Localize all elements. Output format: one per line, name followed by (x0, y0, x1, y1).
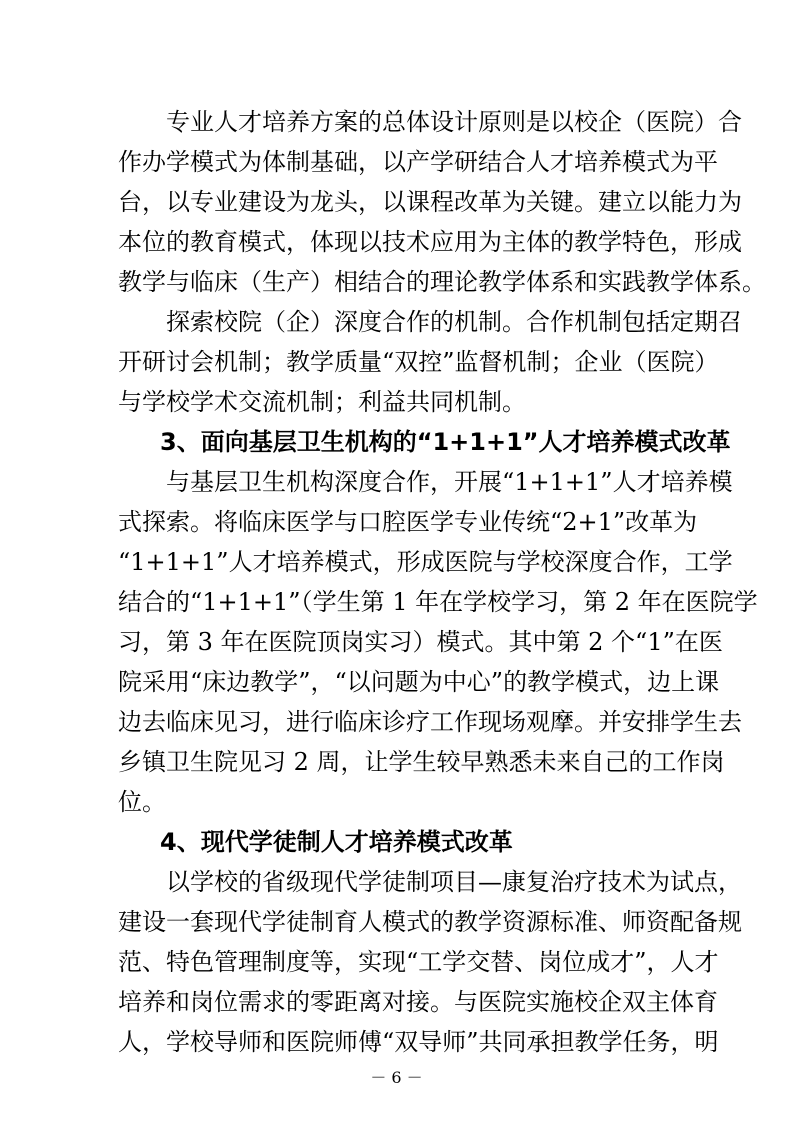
paragraph-line (0, 302, 793, 342)
paragraph-line (0, 942, 793, 982)
text-line: 边去临床见习，进行临床诊疗工作现场观摩。并安排学生去 (118, 708, 742, 736)
text-line: 教学与临床（生产）相结合的理论教学体系和实践教学体系。 (118, 268, 766, 296)
text-line: 建设一套现代学徒制育人模式的教学资源标准、师资配备规 (118, 908, 742, 936)
text-line: 范、特色管理制度等，实现“工学交替、岗位成才”，人才 (118, 948, 719, 976)
text-line: 作办学模式为体制基础，以产学研结合人才培养模式为平 (118, 148, 718, 176)
text-line: 与基层卫生机构深度合作，开展“1+1+1”人才培养模 (166, 468, 733, 496)
paragraph-line (0, 582, 793, 622)
paragraph-line (0, 262, 793, 302)
text-line: 培养和岗位需求的零距离对接。与医院实施校企双主体育 (118, 988, 718, 1016)
paragraph-line (0, 662, 793, 702)
page-number: － 6 － (370, 1068, 423, 1087)
text-line: 开研讨会机制；教学质量“双控”监督机制；企业（医院） (118, 348, 719, 376)
paragraph-line (0, 702, 793, 742)
paragraph-line (0, 742, 793, 782)
paragraph-line (0, 342, 793, 382)
paragraph-line (0, 462, 793, 502)
paragraph-line (0, 542, 793, 582)
text-line: 乡镇卫生院见习 2 周，让学生较早熟悉未来自己的工作岗 (118, 748, 725, 776)
paragraph-line (0, 502, 793, 542)
paragraph-line (0, 1022, 793, 1062)
heading-text: 3、面向基层卫生机构的“1+1+1”人才培养模式改革 (160, 428, 731, 456)
text-line: 专业人才培养方案的总体设计原则是以校企（医院）合 (166, 108, 742, 136)
text-line: 探索校院（企）深度合作的机制。合作机制包括定期召 (166, 308, 742, 336)
section-heading-4 (0, 822, 793, 862)
text-line: 式探索。将临床医学与口腔医学专业传统“2+1”改革为 (118, 508, 698, 536)
paragraph-line (0, 382, 793, 422)
text-line: “1+1+1”人才培养模式，形成医院与学校深度合作，工学 (118, 548, 733, 576)
paragraph-line (0, 622, 793, 662)
text-line: 本位的教育模式，体现以技术应用为主体的教学特色，形成 (118, 228, 742, 256)
paragraph-line (0, 862, 793, 902)
text-line: 以学校的省级现代学徒制项目—康复治疗技术为试点， (166, 868, 742, 896)
paragraph-line (0, 142, 793, 182)
paragraph-line (0, 782, 793, 822)
section-heading-3 (0, 422, 793, 462)
paragraph-line (0, 222, 793, 262)
text-line: 人，学校导师和医院师傅“双导师”共同承担教学任务，明 (118, 1028, 719, 1056)
heading-text: 4、现代学徒制人才培养模式改革 (160, 828, 513, 856)
text-line: 习，第 3 年在医院顶岗实习）模式。其中第 2 个“1”在医 (118, 628, 723, 656)
text-line: 台，以专业建设为龙头，以课程改革为关键。建立以能力为 (118, 188, 742, 216)
paragraph-line (0, 902, 793, 942)
text-line: 院采用“床边教学”，“以问题为中心”的教学模式，边上课 (118, 668, 720, 696)
paragraph-line (0, 982, 793, 1022)
paragraph-line (0, 182, 793, 222)
paragraph-line (0, 102, 793, 142)
text-line: 与学校学术交流机制；利益共同机制。 (118, 388, 526, 416)
text-line: 结合的“1+1+1”（学生第 1 年在学校学习，第 2 年在医院学 (118, 588, 758, 616)
text-line: 位。 (118, 788, 166, 816)
